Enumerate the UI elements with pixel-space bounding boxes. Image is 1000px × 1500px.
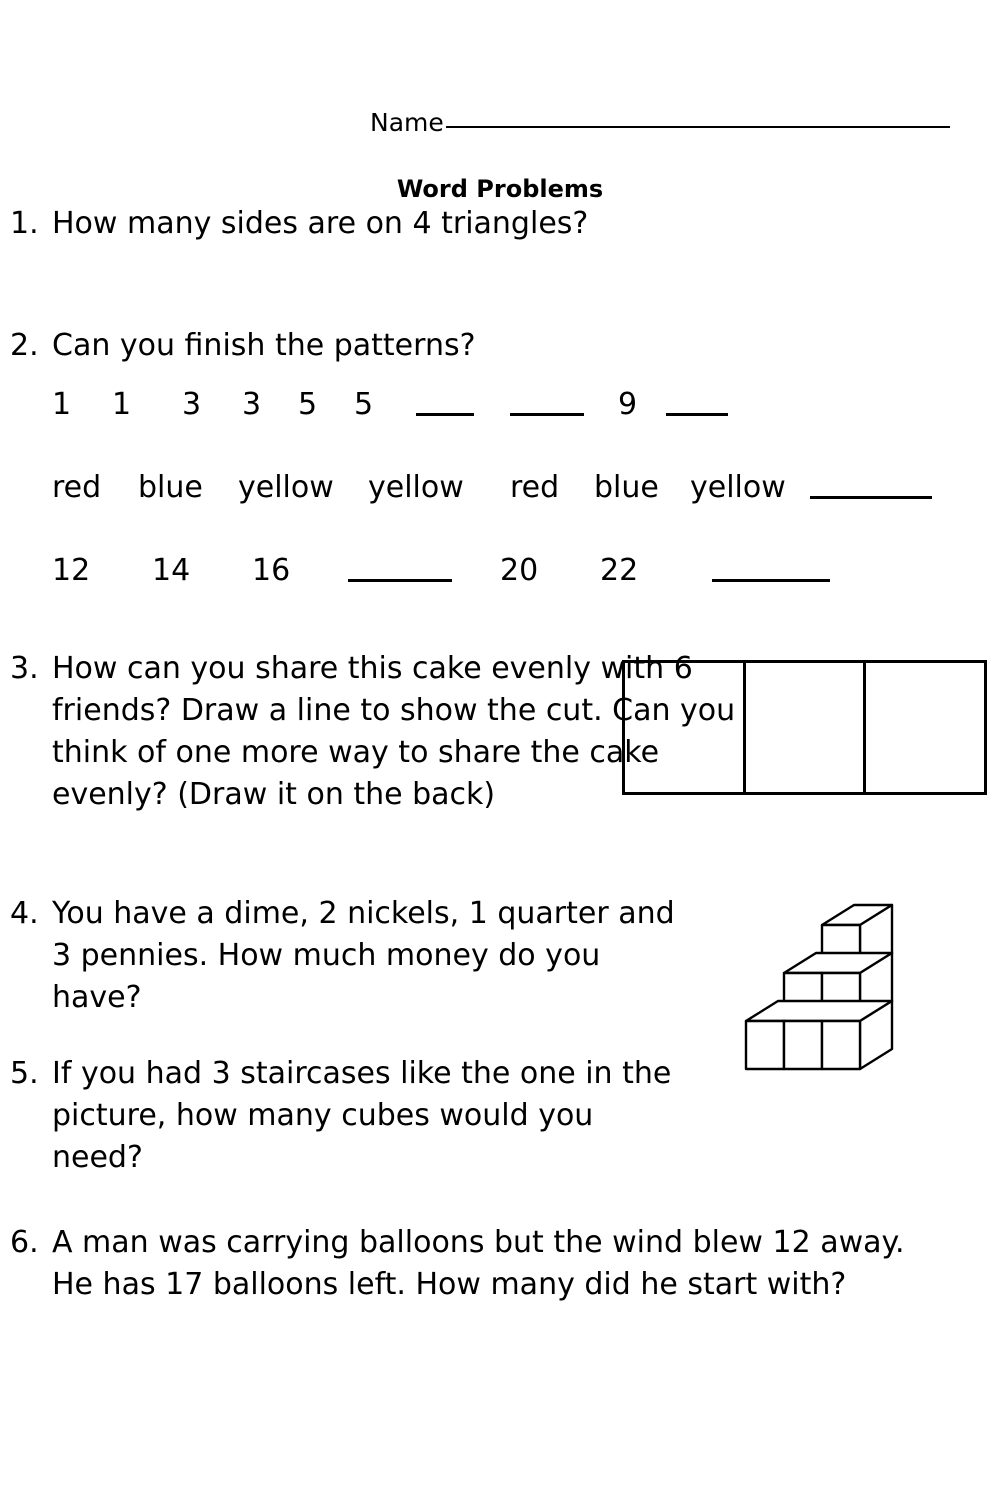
pattern2-item-4: yellow xyxy=(368,470,464,505)
pattern3-item-3: 16 xyxy=(252,553,291,588)
problem-6-number: 6. xyxy=(10,1225,39,1260)
problem-1 xyxy=(0,203,940,245)
pattern1-blank-1[interactable] xyxy=(416,383,474,416)
pattern3-blank-2[interactable] xyxy=(712,549,830,582)
problem-5 xyxy=(0,1053,690,1179)
problem-3-number: 3. xyxy=(10,651,39,686)
pattern1-item-2: 1 xyxy=(112,387,132,422)
pattern1-item-3: 3 xyxy=(182,387,202,422)
cake-section-3 xyxy=(866,663,984,792)
problem-6 xyxy=(0,1222,950,1306)
problem-5-number: 5. xyxy=(10,1056,39,1091)
pattern3-item-2: 14 xyxy=(152,553,191,588)
pattern2-item-5: red xyxy=(510,470,560,505)
cake-section-2 xyxy=(746,663,867,792)
pattern3-item-6: 22 xyxy=(600,553,639,588)
problem-2-text: Can you finish the patterns? xyxy=(52,328,476,363)
pattern2-blank-1[interactable] xyxy=(810,466,932,499)
cake-rectangle-figure[interactable] xyxy=(622,660,987,795)
pattern-row-numbers-even xyxy=(52,547,932,592)
pattern2-item-1: red xyxy=(52,470,102,505)
name-write-line[interactable] xyxy=(446,125,950,128)
pattern3-item-1: 12 xyxy=(52,553,91,588)
problem-3-text: How can you share this cake evenly with 6 friends? Draw a line to show the cut. Can you think of one more way to share the cake evenly? (Draw it on the back) xyxy=(52,651,736,812)
problem-2-body xyxy=(52,325,932,592)
staircase-cubes-figure xyxy=(694,895,944,1095)
problem-1-number: 1. xyxy=(10,206,39,241)
pattern1-item-5: 5 xyxy=(298,387,318,422)
cake-section-1 xyxy=(625,663,746,792)
pattern1-blank-2[interactable] xyxy=(510,383,584,416)
name-field-row xyxy=(370,108,950,137)
pattern2-item-7: yellow xyxy=(690,470,786,505)
pattern1-item-6: 5 xyxy=(354,387,374,422)
problem-1-text: How many sides are on 4 triangles? xyxy=(52,206,589,241)
pattern1-item-1: 1 xyxy=(52,387,72,422)
staircase-icon xyxy=(694,895,944,1095)
pattern-row-colors xyxy=(52,464,932,509)
pattern1-item-4: 3 xyxy=(242,387,262,422)
name-label: Name xyxy=(370,108,444,137)
problem-5-text: If you had 3 staircases like the one in the picture, how many cubes would you need? xyxy=(52,1056,672,1175)
pattern2-item-6: blue xyxy=(594,470,659,505)
pattern3-item-5: 20 xyxy=(500,553,539,588)
pattern2-item-2: blue xyxy=(138,470,203,505)
page-title: Word Problems xyxy=(396,175,604,203)
problem-4 xyxy=(0,893,690,1019)
pattern1-item-9: 9 xyxy=(618,387,638,422)
problem-4-number: 4. xyxy=(10,896,39,931)
problem-2-number: 2. xyxy=(10,328,39,363)
problem-4-text: You have a dime, 2 nickels, 1 quarter and 3 pennies. How much money do you have? xyxy=(52,896,675,1015)
pattern-row-numbers-odd xyxy=(52,381,932,426)
pattern3-blank-1[interactable] xyxy=(348,549,452,582)
problem-2 xyxy=(0,325,980,592)
pattern1-blank-3[interactable] xyxy=(666,383,728,416)
pattern2-item-3: yellow xyxy=(238,470,334,505)
problem-6-text: A man was carrying balloons but the wind blew 12 away. He has 17 balloons left. How many did he start with? xyxy=(52,1225,905,1302)
